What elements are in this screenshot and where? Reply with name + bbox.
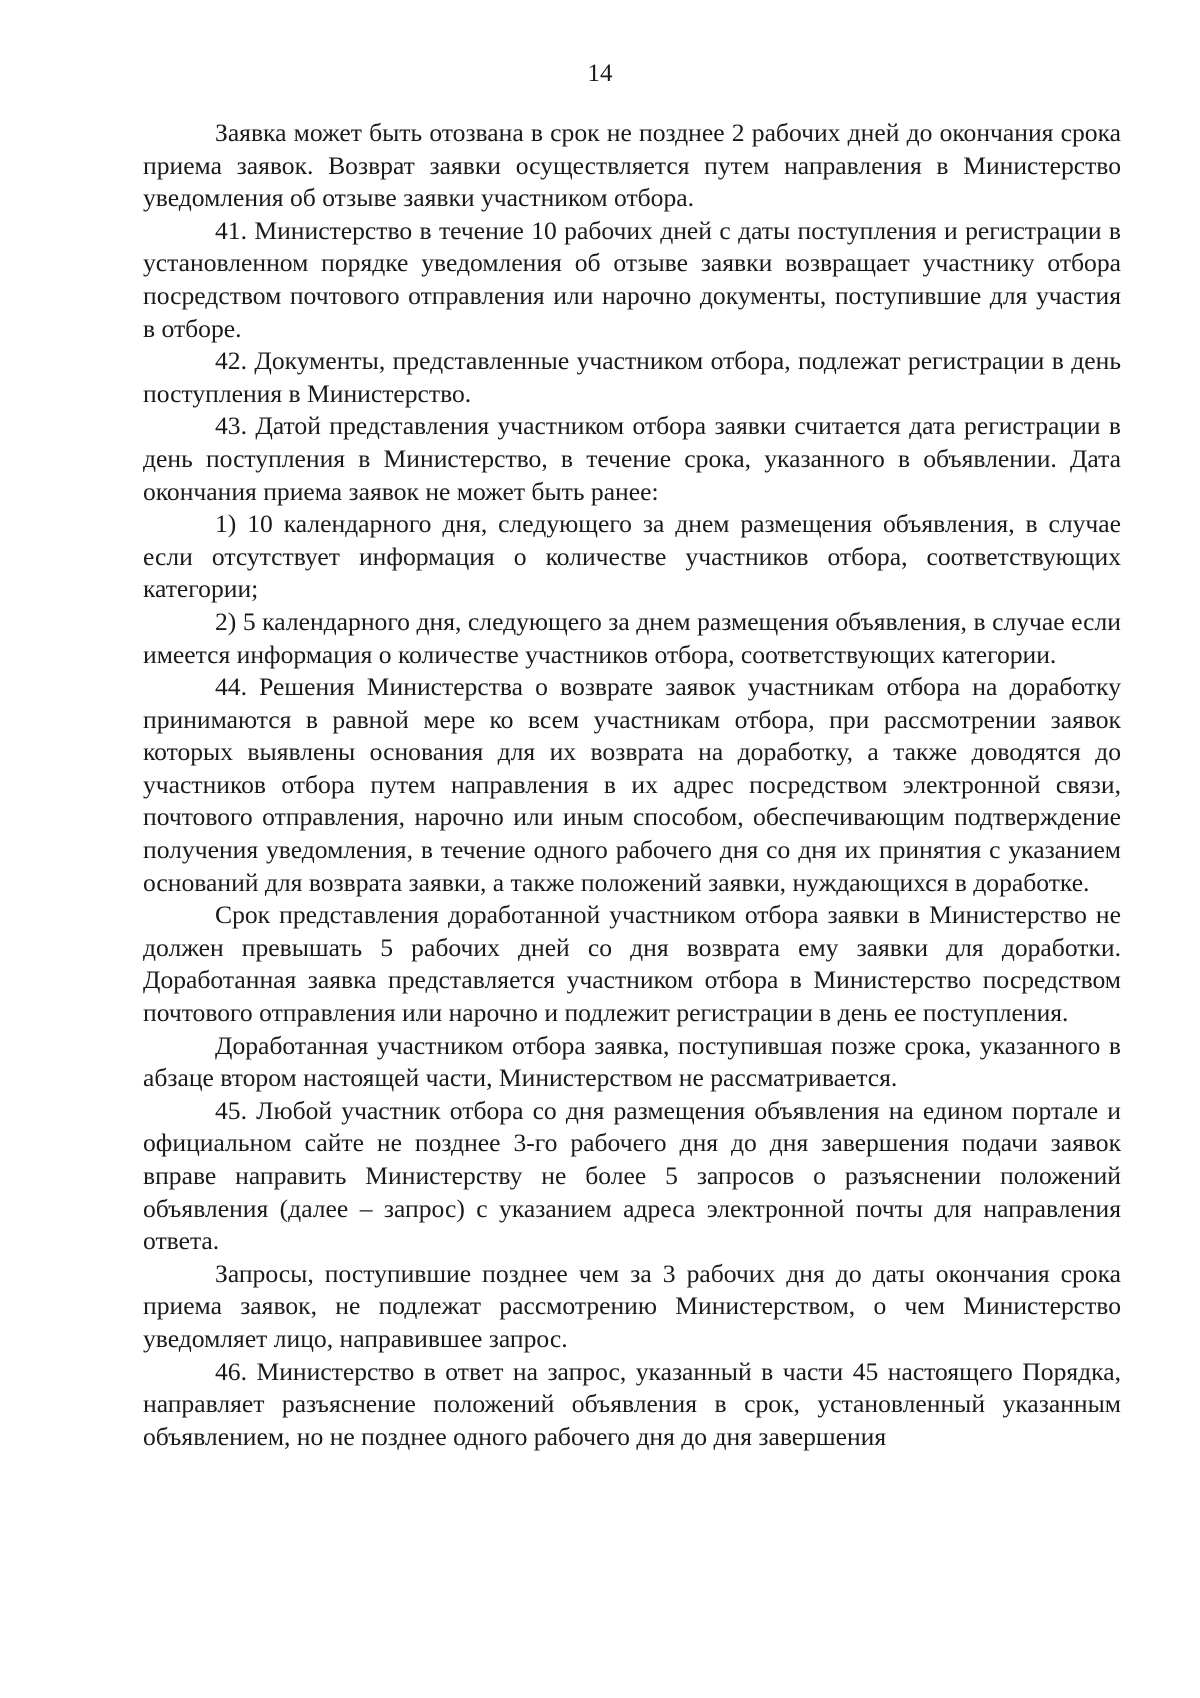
- paragraph-43: 43. Датой представления участником отбора заявки считается дата регистрации в день поступления в Министерство, в течение срока, указанного в объявлении. Дата окончания приема заявок не может быть ранее:: [143, 411, 1121, 506]
- paragraph-44-late-resubmission: Доработанная участником отбора заявка, поступившая позже срока, указанного в абзаце втором настоящей части, Министерством не рассматривается.: [143, 1030, 1121, 1093]
- paragraph-46: 46. Министерство в ответ на запрос, указанный в части 45 настоящего Порядка, направляет разъяснение положений объявления в срок, установленный указанным объявлением, но не позднее одного рабочего дня до дня завершения: [143, 1356, 1121, 1451]
- paragraph-44: 44. Решения Министерства о возврате заявок участникам отбора на доработку принимаются в равной мере ко всем участникам отбора, при рассмотрении заявок которых выявлены основания для их возврата на доработку, а также доводятся до участников отбора путем направления в их адрес посредством электронной связи, почтового отправления, нарочно или иным способом, обеспечивающим подтверждение получения уведомления, в течение одного рабочего дня со дня их принятия с указанием оснований для возврата заявки, а также положений заявки, нуждающихся в доработке.: [143, 672, 1121, 897]
- paragraph-41: 41. Министерство в течение 10 рабочих дней с даты поступления и регистрации в установленном порядке уведомления об отзыве заявки возвращает участнику отбора посредством почтового отправления или нарочно документы, поступившие для участия в отборе.: [143, 215, 1121, 343]
- paragraph-43-item-2: 2) 5 календарного дня, следующего за днем размещения объявления, в случае если имеется информация о количестве участников отбора, соответствующих категории.: [143, 606, 1121, 669]
- page-number: 14: [587, 60, 613, 87]
- paragraph-application-withdrawal: Заявка может быть отозвана в срок не позднее 2 рабочих дней до окончания срока приема заявок. Возврат заявки осуществляется путем направления в Министерство уведомления об отзыве заявки участником отбора.: [143, 118, 1121, 213]
- paragraph-42: 42. Документы, представленные участником отбора, подлежат регистрации в день поступления в Министерство.: [143, 346, 1121, 408]
- paragraph-45-late-requests: Запросы, поступившие позднее чем за 3 рабочих дня до даты окончания срока приема заявок, не подлежат рассмотрению Министерством, о чем Министерство уведомляет лицо, направившее запрос.: [143, 1258, 1121, 1353]
- document-body: [143, 117, 1121, 1453]
- paragraph-45: 45. Любой участник отбора со дня размещения объявления на едином портале и официальном сайте не позднее 3-го рабочего дня до дня завершения подачи заявок вправе направить Министерству не более 5 запросов о разъяснении положений объявления (далее – запрос) с указанием адреса электронной почты для направления ответа.: [143, 1095, 1121, 1256]
- paragraph-44-resubmission-term: Срок представления доработанной участником отбора заявки в Министерство не должен превышать 5 рабочих дней со дня возврата ему заявки для доработки. Доработанная заявка представляется участником отбора в Министерство посредством почтового отправления или нарочно и подлежит регистрации в день ее поступления.: [143, 900, 1121, 1028]
- paragraph-43-item-1: 1) 10 календарного дня, следующего за днем размещения объявления, в случае если отсутствует информация о количестве участников отбора, соответствующих категории;: [143, 509, 1121, 604]
